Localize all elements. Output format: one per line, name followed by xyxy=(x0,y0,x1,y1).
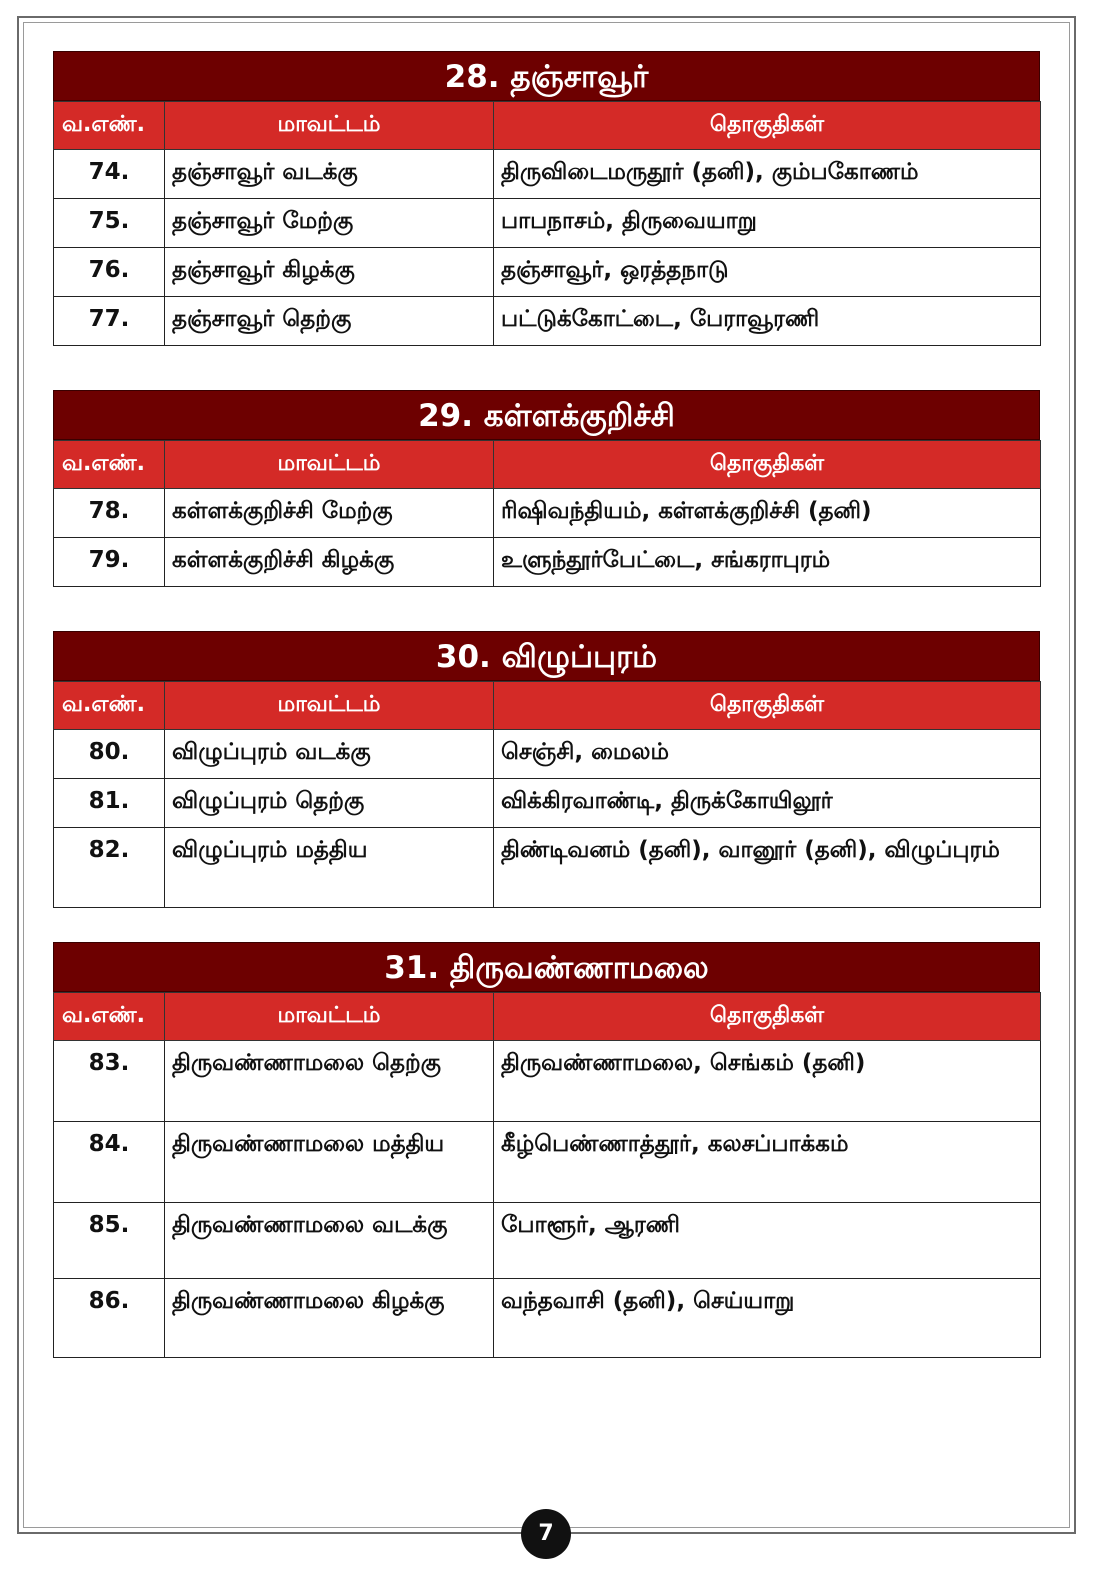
constituency-list: திருவிடைமருதூர் (தனி), கும்பகோணம் xyxy=(494,150,1041,199)
section-title: 30. விழுப்புரம் xyxy=(53,631,1040,681)
serial-no: 84. xyxy=(54,1122,165,1203)
table-row xyxy=(54,150,1041,199)
table-row xyxy=(54,489,1041,538)
header-district: மாவட்டம் xyxy=(165,993,494,1041)
constituency-table xyxy=(53,440,1041,587)
header-serial-no: வ.எண். xyxy=(54,993,165,1041)
serial-no: 82. xyxy=(54,828,165,908)
constituency-list: திண்டிவனம் (தனி), வானூர் (தனி), விழுப்புரம் xyxy=(494,828,1041,908)
constituency-table xyxy=(53,681,1041,908)
district-name: தஞ்சாவூர் மேற்கு xyxy=(165,199,494,248)
constituency-list: கீழ்பெண்ணாத்தூர், கலசப்பாக்கம் xyxy=(494,1122,1041,1203)
section-title: 28. தஞ்சாவூர் xyxy=(53,51,1040,101)
table-row xyxy=(54,828,1041,908)
table-row xyxy=(54,1203,1041,1279)
district-name: கள்ளக்குறிச்சி கிழக்கு xyxy=(165,538,494,587)
constituency-list: தஞ்சாவூர், ஒரத்தநாடு xyxy=(494,248,1041,297)
table-row xyxy=(54,1041,1041,1122)
constituency-list: பட்டுக்கோட்டை, பேராவூரணி xyxy=(494,297,1041,346)
constituency-list: செஞ்சி, மைலம் xyxy=(494,730,1041,779)
header-serial-no: வ.எண். xyxy=(54,441,165,489)
district-section-kallakurichi xyxy=(53,390,1040,587)
district-section-thanjavur xyxy=(53,51,1040,346)
district-name: திருவண்ணாமலை கிழக்கு xyxy=(165,1279,494,1358)
table-row xyxy=(54,297,1041,346)
constituency-list: ரிஷிவந்தியம், கள்ளக்குறிச்சி (தனி) xyxy=(494,489,1041,538)
serial-no: 74. xyxy=(54,150,165,199)
district-name: திருவண்ணாமலை மத்திய xyxy=(165,1122,494,1203)
serial-no: 78. xyxy=(54,489,165,538)
header-constituencies: தொகுதிகள் xyxy=(494,441,1041,489)
district-name: தஞ்சாவூர் தெற்கு xyxy=(165,297,494,346)
serial-no: 83. xyxy=(54,1041,165,1122)
header-constituencies: தொகுதிகள் xyxy=(494,682,1041,730)
table-row xyxy=(54,779,1041,828)
constituency-table xyxy=(53,992,1041,1358)
constituency-list: உளுந்தூர்பேட்டை, சங்கராபுரம் xyxy=(494,538,1041,587)
header-constituencies: தொகுதிகள் xyxy=(494,993,1041,1041)
page-number-badge: 7 xyxy=(521,1509,571,1559)
table-row xyxy=(54,730,1041,779)
header-district: மாவட்டம் xyxy=(165,682,494,730)
district-name: திருவண்ணாமலை வடக்கு xyxy=(165,1203,494,1279)
serial-no: 79. xyxy=(54,538,165,587)
table-row xyxy=(54,538,1041,587)
district-section-villupuram xyxy=(53,631,1040,908)
district-name: கள்ளக்குறிச்சி மேற்கு xyxy=(165,489,494,538)
header-district: மாவட்டம் xyxy=(165,102,494,150)
table-header-row xyxy=(54,102,1041,150)
serial-no: 80. xyxy=(54,730,165,779)
constituency-table xyxy=(53,101,1041,346)
constituency-list: போளூர், ஆரணி xyxy=(494,1203,1041,1279)
serial-no: 77. xyxy=(54,297,165,346)
district-name: விழுப்புரம் தெற்கு xyxy=(165,779,494,828)
district-name: விழுப்புரம் வடக்கு xyxy=(165,730,494,779)
header-serial-no: வ.எண். xyxy=(54,102,165,150)
table-header-row xyxy=(54,682,1041,730)
table-row xyxy=(54,1122,1041,1203)
section-title: 31. திருவண்ணாமலை xyxy=(53,942,1040,992)
header-constituencies: தொகுதிகள் xyxy=(494,102,1041,150)
table-header-row xyxy=(54,441,1041,489)
constituency-list: விக்கிரவாண்டி, திருக்கோயிலூர் xyxy=(494,779,1041,828)
constituency-list: வந்தவாசி (தனி), செய்யாறு xyxy=(494,1279,1041,1358)
table-row xyxy=(54,1279,1041,1358)
district-section-tiruvannamalai xyxy=(53,942,1040,1358)
header-district: மாவட்டம் xyxy=(165,441,494,489)
section-title: 29. கள்ளக்குறிச்சி xyxy=(53,390,1040,440)
constituency-list: திருவண்ணாமலை, செங்கம் (தனி) xyxy=(494,1041,1041,1122)
table-row xyxy=(54,199,1041,248)
district-name: விழுப்புரம் மத்திய xyxy=(165,828,494,908)
serial-no: 81. xyxy=(54,779,165,828)
district-name: தஞ்சாவூர் வடக்கு xyxy=(165,150,494,199)
serial-no: 75. xyxy=(54,199,165,248)
serial-no: 86. xyxy=(54,1279,165,1358)
table-header-row xyxy=(54,993,1041,1041)
constituency-list: பாபநாசம், திருவையாறு xyxy=(494,199,1041,248)
header-serial-no: வ.எண். xyxy=(54,682,165,730)
table-row xyxy=(54,248,1041,297)
district-name: தஞ்சாவூர் கிழக்கு xyxy=(165,248,494,297)
district-name: திருவண்ணாமலை தெற்கு xyxy=(165,1041,494,1122)
serial-no: 76. xyxy=(54,248,165,297)
serial-no: 85. xyxy=(54,1203,165,1279)
